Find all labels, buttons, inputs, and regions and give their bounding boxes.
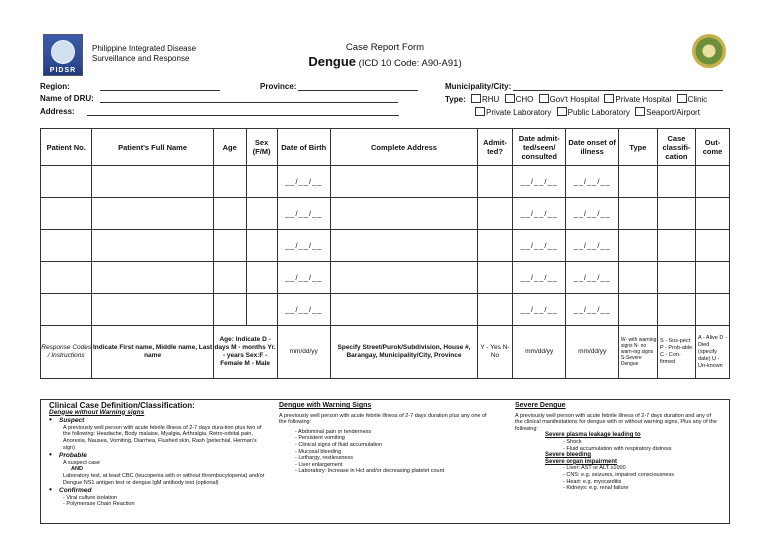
doh-seal-icon (692, 34, 726, 68)
address-field[interactable]: Address: (40, 107, 399, 116)
dru-type-row1[interactable]: Type: RHU CHO Gov't Hospital Private Hospital Clinic (445, 95, 708, 104)
checkbox-private-lab[interactable] (475, 107, 485, 116)
checkbox-clinic[interactable] (677, 94, 687, 103)
checkbox-private-hospital[interactable] (604, 94, 614, 103)
case-definitions (40, 399, 730, 524)
municipality-field[interactable]: Municipality/City: (445, 82, 723, 91)
checkbox-rhu[interactable] (471, 94, 481, 103)
disease-name: Dengue (308, 54, 357, 69)
checkbox-cho[interactable] (505, 94, 515, 103)
table-row[interactable]: __/__/__ __/__/__ __/__/__ (41, 230, 730, 262)
definitions-without-warning: Clinical Case Definition/Classification: Dengue without Warning signs • Suspect A previously well person with acute febrile illness of 2-7 days dura-tion plus two of the following: Headache, Body malaise, Myalgia, Arthralgia, Retro-orbital pain, Anorexia, Nausea, Vomiting, Diarrhea, Flushed skin, Rash (petechial, Herman's sign) • Probable A suspect case AND Laboratory test, at least CBC (leucopenia with or without thrombocytopenia) and/or Dengue NS1 antigen test or dengue IgM antibody test (optional) • Confirmed - Viral culture isolation - Polymerase Chain Reaction (49, 403, 269, 508)
checkbox-public-lab[interactable] (557, 107, 567, 116)
table-row[interactable]: __/__/__ __/__/__ __/__/__ (41, 198, 730, 230)
form-title: Case Report Form Dengue (ICD 10 Code: A90-A91) (308, 42, 462, 69)
table-row[interactable]: __/__/__ __/__/__ __/__/__ (41, 166, 730, 198)
case-report-form (40, 30, 730, 525)
dru-name-field[interactable]: Name of DRU: (40, 94, 398, 103)
definitions-with-warning: Dengue with Warning Signs A previously well person with acute febrile illness of 2-7 days duration plus any one of the following: - Abdominal pain or tenderness - Persistent vomiting - Clinical signs of fluid accumulation - Mucosal bleeding - Lethargy, restlessness - Liver enlargement - Laboratory: Increase in Hct and/or decreasing platelet count (279, 402, 487, 475)
pidsr-logo: PIDSR (43, 34, 83, 76)
case-table (40, 128, 730, 379)
region-field[interactable]: Region: (40, 82, 220, 91)
definitions-severe: Severe Dengue A previously well person with acute febrile illness of 2-7 days duration and any of the clinical manifestations for dengue with or without warning signs, Plus any of the following: Severe plasma leakage leading to - Shock - Fluid accumulation with respiratory distress Severe bleeding Severe organ impairment - Liver: AST or ALT ≥1000 - CNS: e.g. seizures, impaired consciousness - Heart: e.g. myocarditis - Kidneys: e.g. renal failure (515, 402, 717, 492)
table-header-row: Patient No. Patient's Full Name Age Sex (F/M) Date of Birth Complete Address Admit-ted? Date admit-ted/seen/ consulted Date onset of illness Type Case classifi-cation Out-come (41, 129, 730, 166)
response-codes-row: Response Codes / Instructions Indicate First name, Middle name, Last name Age: Indicate D - days M - months Yr. - years Sex:F - Female M - Male mm/dd/yy Specify Street/Purok/Subdivision, House #, Barangay, Municipality/City, Province Y - Yes N- No mm/dd/yy mm/dd/yy W- with warning signs N- no warn-ing signs S-Severe Dengue S - Sus-pect P - Prob-able C - Con-firmed A - Alive D - Died (specify date) U - Un-known (41, 326, 730, 379)
org-name: Philippine Integrated Disease Surveillance and Response (92, 44, 197, 63)
table-row[interactable]: __/__/__ __/__/__ __/__/__ (41, 294, 730, 326)
checkbox-seaport-airport[interactable] (635, 107, 645, 116)
province-field[interactable]: Province: (260, 82, 418, 91)
checkbox-govt-hospital[interactable] (539, 94, 549, 103)
dru-type-row2[interactable]: Private Laboratory Public Laboratory Seaport/Airport (472, 107, 700, 117)
table-row[interactable]: __/__/__ __/__/__ __/__/__ (41, 262, 730, 294)
